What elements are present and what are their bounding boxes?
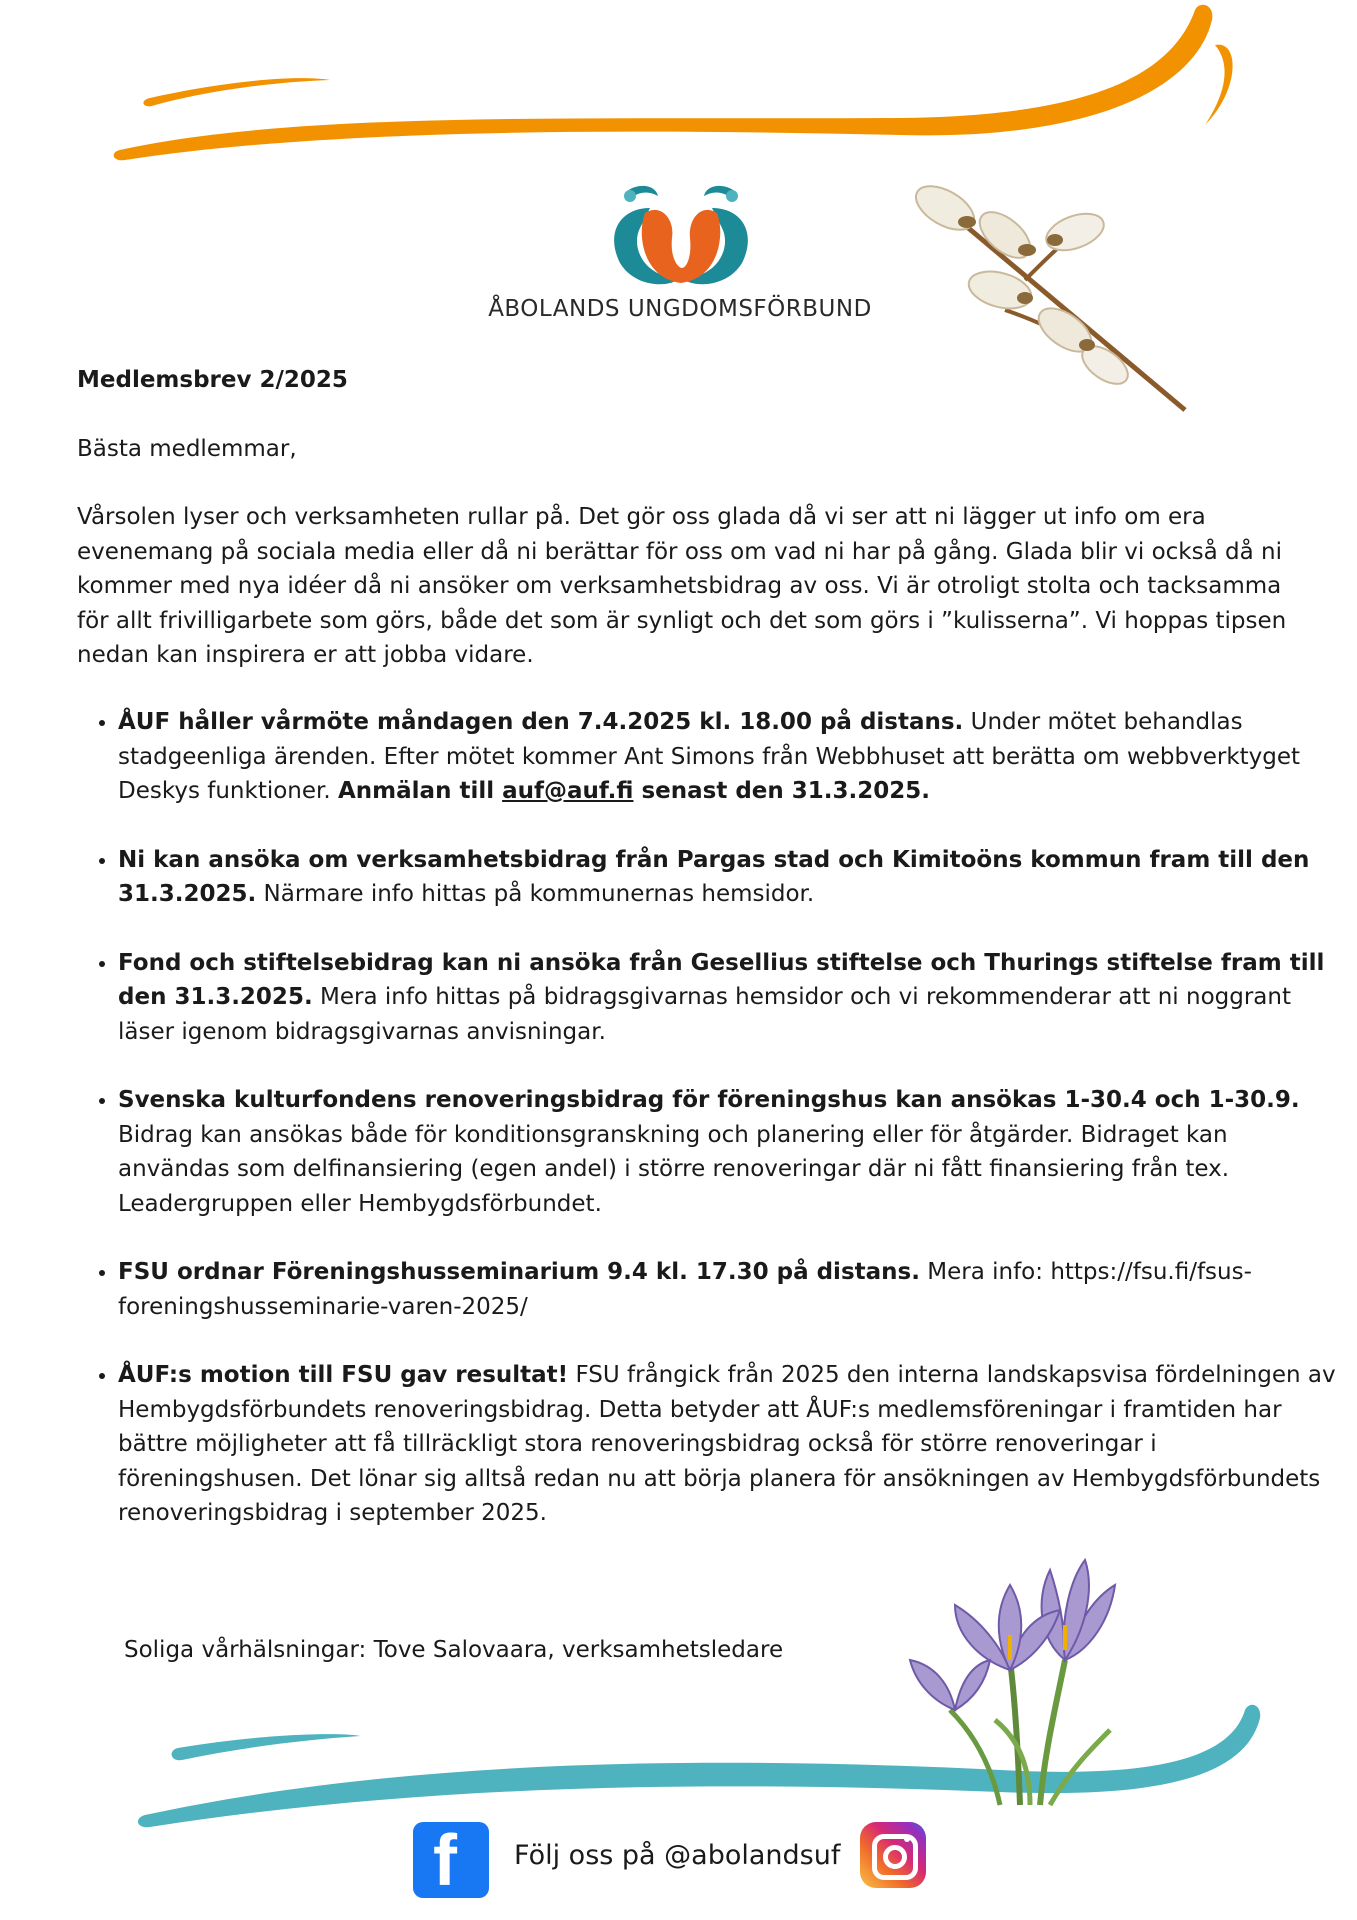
facebook-icon[interactable]: f [413, 1822, 489, 1898]
item-highlight: ÅUF:s motion till FSU gav resultat! [118, 1362, 569, 1388]
letter-title: Medlemsbrev 2/2025 [77, 367, 348, 393]
list-item [118, 946, 1343, 1050]
item-highlight: senast den 31.3.2025. [633, 778, 931, 804]
list-item [118, 1083, 1343, 1221]
intro-paragraph: Vårsolen lyser och verksamheten rullar på. Det gör oss glada då vi ser att ni lägger ut info om era evenemang på sociala media eller då ni berättar för oss om vad ni har på gång. Glada blir vi också då ni kommer med nya idéer då ni ansöker om verksamhetsbidrag av oss. Vi är otroligt stolta och tacksamma för allt frivilligarbete som görs, både det som är synligt och det som görs i ”kulisserna”. Vi hoppas tipsen nedan kan inspirera er att jobba vidare. [77, 504, 1287, 668]
item-text: Mera info hittas på bidragsgivarnas hemsidor och vi rekommenderar att ni noggrant läser igenom bidragsgivarnas anvisningar. [118, 984, 1291, 1045]
signature: Soliga vårhälsningar: Tove Salovaara, verksamhetsledare [124, 1637, 784, 1663]
social-footer [0, 1820, 1357, 1910]
item-text: Bidrag kan ansökas både för konditionsgranskning och planering eller för åtgärder. Bidraget kan användas som delfinansiering (egen andel) i större renoveringar där ni fått finansiering från tex. Leadergruppen eller Hembygdsförbundet. [118, 1121, 1230, 1217]
item-highlight: Ni kan ansöka om verksamhetsbidrag från Pargas stad och Kimitoöns kommun fram till den 31.3.2025. [118, 846, 1310, 907]
email-link[interactable]: auf@auf.fi [502, 778, 634, 804]
item-highlight: Anmälan till [338, 778, 503, 804]
list-item [118, 843, 1343, 912]
item-text: Under mötet behandlas stadgeenliga ärenden. Efter mötet kommer Ant Simons från Webbhuset att berätta om webbverktyget Deskys funktioner. [118, 709, 1301, 804]
item-highlight: Svenska kulturfondens renoveringsbidrag för föreningshus kan ansökas 1-30.4 och 1-30.9. [118, 1087, 1300, 1113]
greeting: Bästa medlemmar, [77, 436, 297, 462]
item-highlight: FSU ordnar Föreningshusseminarium 9.4 kl. 17.30 på distans. [118, 1259, 920, 1285]
top-swoosh-decoration [0, 0, 1357, 180]
news-list [77, 705, 1343, 1565]
item-highlight: ÅUF håller vårmöte måndagen den 7.4.2025 kl. 18.00 på distans. [118, 709, 964, 735]
list-item [118, 1358, 1343, 1531]
item-text: Mera info: https://fsu.fi/fsus-foreningshusseminarie-varen-2025/ [118, 1259, 1252, 1320]
follow-text: Följ oss på @abolandsuf [514, 1840, 841, 1871]
list-item [118, 1255, 1343, 1324]
abolands-ungdomsforbund-logo [600, 178, 762, 288]
list-item [118, 705, 1343, 809]
item-highlight: Fond och stiftelsebidrag kan ni ansöka från Gesellius stiftelse och Thurings stiftelse fram till den 31.3.2025. [118, 949, 1325, 1010]
organization-name: ÅBOLANDS UNGDOMSFÖRBUND [488, 296, 872, 322]
instagram-icon[interactable] [860, 1822, 926, 1888]
item-text: Närmare info hittas på kommunernas hemsidor. [256, 881, 815, 907]
crocus-flowers-icon [900, 1550, 1160, 1810]
item-text: FSU frångick från 2025 den interna landskapsvisa fördelningen av Hembygdsförbundets renoveringsbidrag. Detta betyder att ÅUF:s medlemsföreningar i framtiden har bättre möjligheter att få tillräckligt stora renoveringsbidrag också för större renoveringar i föreningshusen. Det lönar sig alltså redan nu att börja planera för ansökningen av Hembygdsförbundets renoveringsbidrag i september 2025. [118, 1362, 1336, 1526]
